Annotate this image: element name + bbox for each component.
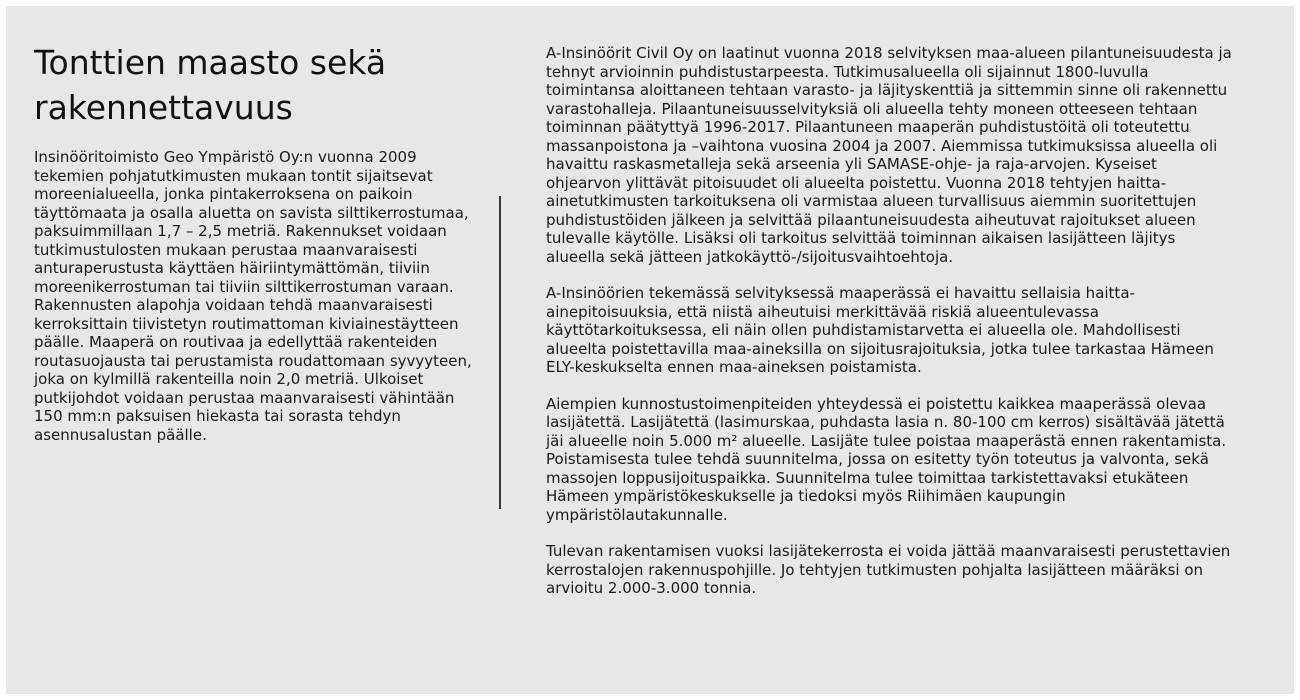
page-title: Tonttien maasto sekä rakennettavuus bbox=[34, 43, 387, 127]
right-column bbox=[546, 44, 1236, 616]
paragraph-future-construction: Tulevan rakentamisen vuoksi lasijätekerrosta ei voida jättää maanvaraisesti perustettavien kerrostalojen rakennuspohjille. Jo tehtyjen tutkimusten pohjalta lasijätteen määräksi on arvioitu 2.000-3.000 tonnia. bbox=[546, 542, 1231, 597]
paragraph-survey-results: A-Insinöörien tekemässä selvityksessä maaperässä ei havaittu sellaisia haitta-ainepitoisuuksia, että niistä aiheutuisi merkittävää riskiä alueentulevassa käyttötarkoituksessa, eli näin ollen puhdistamistarvetta ei alueella ole. Mahdollisesti alueelta poistettavilla maa-aineksilla on sijoitusrajoituksia, jotka tulee tarkastaa Hämeen ELY-keskukselta ennen maa-aineksen poistamista. bbox=[546, 284, 1214, 376]
slide-panel bbox=[6, 6, 1294, 694]
paragraph-glass-waste: Aiempien kunnostustoimenpiteiden yhteydessä ei poistettu kaikkea maaperässä olevaa lasijätettä. Lasijätettä (lasimurskaa, puhdasta lasia n. 80-100 cm kerros) sisältävää jätettä jäi alueelle noin 5.000 m² alueelle. Lasijäte tulee poistaa maaperästä ennen rakentamista. Poistamisesta tulee tehdä suunnitelma, jossa on esitetty työn toteutus ja valvonta, sekä massojen loppusijoituspaikka. Suunnitelma tulee toimittaa tarkistettavaksi etukäteen Hämeen ympäristökeskukselle ja tiedoksi myös Riihimäen kaupungin ympäristölautakunnalle. bbox=[546, 394, 1227, 524]
column-divider bbox=[499, 196, 501, 509]
left-column bbox=[34, 40, 474, 444]
left-paragraph: Insinööritoimisto Geo Ympäristö Oy:n vuonna 2009 tekemien pohjatutkimusten mukaan tontit sijaitsevat moreenialueella, jonka pintakerroksena on paikoin täyttömaata ja osalla aluetta on savista silttikerrostumaa, paksuimmillaan 1,7 – 2,5 metriä. Rakennukset voidaan tutkimustulosten mukaan perustaa maanvaraisesti anturaperustusta käyttäen häiriintymättömän, tiiviin moreenikerrostuman tai tiiviin silttikerrostuman varaan. Rakennusten alapohja voidaan tehdä maanvaraisesti kerroksittain tiivistetyn routimattoman kiviainestäytteen päälle. Maaperä on routivaa ja edellyttää rakenteiden routasuojausta tai perustamista roudattomaan syvyyteen, joka on kylmillä rakenteilla noin 2,0 metriä. Ulkoiset putkijohdot voidaan perustaa maanvaraisesti vähintään 150 mm:n paksuisen hiekasta tai sorasta tehdyn asennusalustan päälle. bbox=[34, 148, 472, 444]
paragraph-contamination-survey: A-Insinöörit Civil Oy on laatinut vuonna 2018 selvityksen maa-alueen pilantuneisuudesta ja tehnyt arvioinnin puhdistustarpeesta. Tutkimusalueella oli sijainnut 1800-luvulla toimintansa aloittaneen tehtaan varasto- ja läjityskenttiä ja sittemmin sinne oli rakennettu varastohalleja. Pilaantuneisuusselvityksiä oli alueella tehty moneen otteeseen tehtaan toiminnan päätyttyä 1996-2017. Pilaantuneen maaperän puhdistustöitä oli toteutettu massanpoistona ja –vaihtona vuosina 2004 ja 2007. Aiemmissa tutkimuksissa alueella oli havaittu raskasmetalleja sekä arseenia yli SAMASE-ohje- ja raja-arvojen. Kyseiset ohjearvon ylittävät pitoisuudet oli alueelta poistettu. Vuonna 2018 tehtyjen haitta-ainetutkimusten tarkoituksena oli varmistaa alueen turvallisuus aiemmin suoritettujen puhdistustöiden jälkeen ja selvittää pilaantuneisuudesta aiheutuvat rajoitukset alueen tulevalle käytölle. Lisäksi oli tarkoitus selvittää toiminnan aikaisen lasijätteen läjitys alueella sekä jätteen jatkokäyttö-/sijoitusvaihtoehtoja. bbox=[546, 44, 1232, 266]
